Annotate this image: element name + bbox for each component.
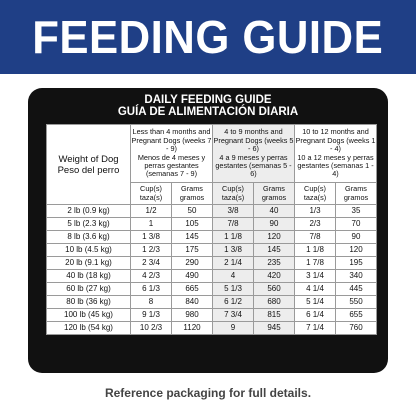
cups-cell: 9	[213, 322, 254, 335]
card-title	[28, 94, 388, 118]
weight-cell: 60 lb (27 kg)	[47, 283, 131, 296]
weight-header-english: Weight of Dog	[58, 153, 119, 165]
table-row	[47, 257, 377, 270]
cups-header: Cup(s) taza(s)	[131, 183, 172, 205]
grams-cell: 145	[254, 244, 295, 257]
cups-cell: 1/3	[295, 205, 336, 218]
footer-note: Reference packaging for full details.	[104, 386, 312, 400]
grams-cell: 1120	[172, 322, 213, 335]
grams-header: Grams gramos	[254, 183, 295, 205]
grams-header: Grams gramos	[172, 183, 213, 205]
cups-cell: 5 1/4	[295, 296, 336, 309]
grams-cell: 40	[254, 205, 295, 218]
grams-cell: 490	[172, 270, 213, 283]
grams-cell: 195	[336, 257, 377, 270]
cups-cell: 3/8	[213, 205, 254, 218]
cups-cell: 7/8	[295, 231, 336, 244]
cups-cell: 3 1/4	[295, 270, 336, 283]
grams-cell: 340	[336, 270, 377, 283]
age-group-english: 10 to 12 months and Pregnant Dogs (weeks 1 - 4)	[295, 127, 376, 154]
grams-cell: 105	[172, 218, 213, 231]
cups-cell: 4 1/4	[295, 283, 336, 296]
cups-cell: 7/8	[213, 218, 254, 231]
cups-cell: 6 1/3	[131, 283, 172, 296]
table-row	[47, 244, 377, 257]
age-group-english: 4 to 9 months and Pregnant Dogs (weeks 5 - 6)	[213, 127, 294, 154]
cups-cell: 9 1/3	[131, 309, 172, 322]
cups-cell: 7 3/4	[213, 309, 254, 322]
weight-cell: 10 lb (4.5 kg)	[47, 244, 131, 257]
header-banner	[0, 0, 416, 74]
feeding-table	[46, 124, 377, 335]
cups-cell: 8	[131, 296, 172, 309]
table-row	[47, 205, 377, 218]
age-group-header	[131, 125, 213, 183]
table-row	[47, 283, 377, 296]
cups-cell: 7 1/4	[295, 322, 336, 335]
cups-cell: 1 1/8	[295, 244, 336, 257]
card-title-english: DAILY FEEDING GUIDE	[144, 94, 272, 106]
grams-cell: 680	[254, 296, 295, 309]
grams-cell: 550	[336, 296, 377, 309]
grams-cell: 445	[336, 283, 377, 296]
cups-cell: 1 1/8	[213, 231, 254, 244]
table-row	[47, 322, 377, 335]
cups-header: Cup(s) taza(s)	[213, 183, 254, 205]
grams-cell: 815	[254, 309, 295, 322]
age-group-header	[213, 125, 295, 183]
grams-cell: 145	[172, 231, 213, 244]
table-row	[47, 296, 377, 309]
weight-cell: 100 lb (45 kg)	[47, 309, 131, 322]
grams-header: Grams gramos	[336, 183, 377, 205]
weight-cell: 2 lb (0.9 kg)	[47, 205, 131, 218]
cups-cell: 4 2/3	[131, 270, 172, 283]
weight-column-header	[47, 125, 131, 205]
weight-cell: 120 lb (54 kg)	[47, 322, 131, 335]
grams-cell: 420	[254, 270, 295, 283]
age-group-english: Less than 4 months and Pregnant Dogs (weeks 7 - 9)	[131, 127, 212, 154]
feeding-guide-card	[28, 88, 388, 373]
cups-cell: 1 3/8	[213, 244, 254, 257]
table-row	[47, 231, 377, 244]
grams-cell: 120	[254, 231, 295, 244]
grams-cell: 945	[254, 322, 295, 335]
grams-cell: 70	[336, 218, 377, 231]
weight-cell: 40 lb (18 kg)	[47, 270, 131, 283]
table-row	[47, 218, 377, 231]
weight-header-spanish: Peso del perro	[57, 164, 120, 176]
grams-cell: 90	[254, 218, 295, 231]
age-group-header	[295, 125, 377, 183]
grams-cell: 235	[254, 257, 295, 270]
age-group-spanish: 4 a 9 meses y perras gestantes (semanas 5 - 6)	[215, 152, 292, 179]
cups-cell: 4	[213, 270, 254, 283]
weight-cell: 20 lb (9.1 kg)	[47, 257, 131, 270]
weight-cell: 80 lb (36 kg)	[47, 296, 131, 309]
cups-cell: 2 3/4	[131, 257, 172, 270]
grams-cell: 665	[172, 283, 213, 296]
table-row	[47, 270, 377, 283]
cups-cell: 1	[131, 218, 172, 231]
page-title: FEEDING GUIDE	[32, 11, 384, 63]
weight-cell: 8 lb (3.6 kg)	[47, 231, 131, 244]
grams-cell: 90	[336, 231, 377, 244]
cups-cell: 1 2/3	[131, 244, 172, 257]
grams-cell: 840	[172, 296, 213, 309]
grams-cell: 980	[172, 309, 213, 322]
cups-cell: 5 1/3	[213, 283, 254, 296]
grams-cell: 655	[336, 309, 377, 322]
cups-cell: 2 1/4	[213, 257, 254, 270]
cups-cell: 1/2	[131, 205, 172, 218]
grams-cell: 175	[172, 244, 213, 257]
grams-cell: 560	[254, 283, 295, 296]
age-group-spanish: 10 a 12 meses y perras gestantes (semanas 1 - 4)	[297, 152, 374, 179]
cups-header: Cup(s) taza(s)	[295, 183, 336, 205]
grams-cell: 760	[336, 322, 377, 335]
cups-cell: 1 7/8	[295, 257, 336, 270]
age-group-spanish: Menos de 4 meses y perras gestantes (semanas 7 - 9)	[137, 152, 206, 179]
card-title-spanish: GUÍA DE ALIMENTACIÓN DIARIA	[117, 106, 299, 118]
cups-cell: 1 3/8	[131, 231, 172, 244]
grams-cell: 290	[172, 257, 213, 270]
grams-cell: 120	[336, 244, 377, 257]
cups-cell: 2/3	[295, 218, 336, 231]
cups-cell: 10 2/3	[131, 322, 172, 335]
table-row	[47, 309, 377, 322]
cups-cell: 6 1/2	[213, 296, 254, 309]
grams-cell: 50	[172, 205, 213, 218]
cups-cell: 6 1/4	[295, 309, 336, 322]
weight-cell: 5 lb (2.3 kg)	[47, 218, 131, 231]
grams-cell: 35	[336, 205, 377, 218]
